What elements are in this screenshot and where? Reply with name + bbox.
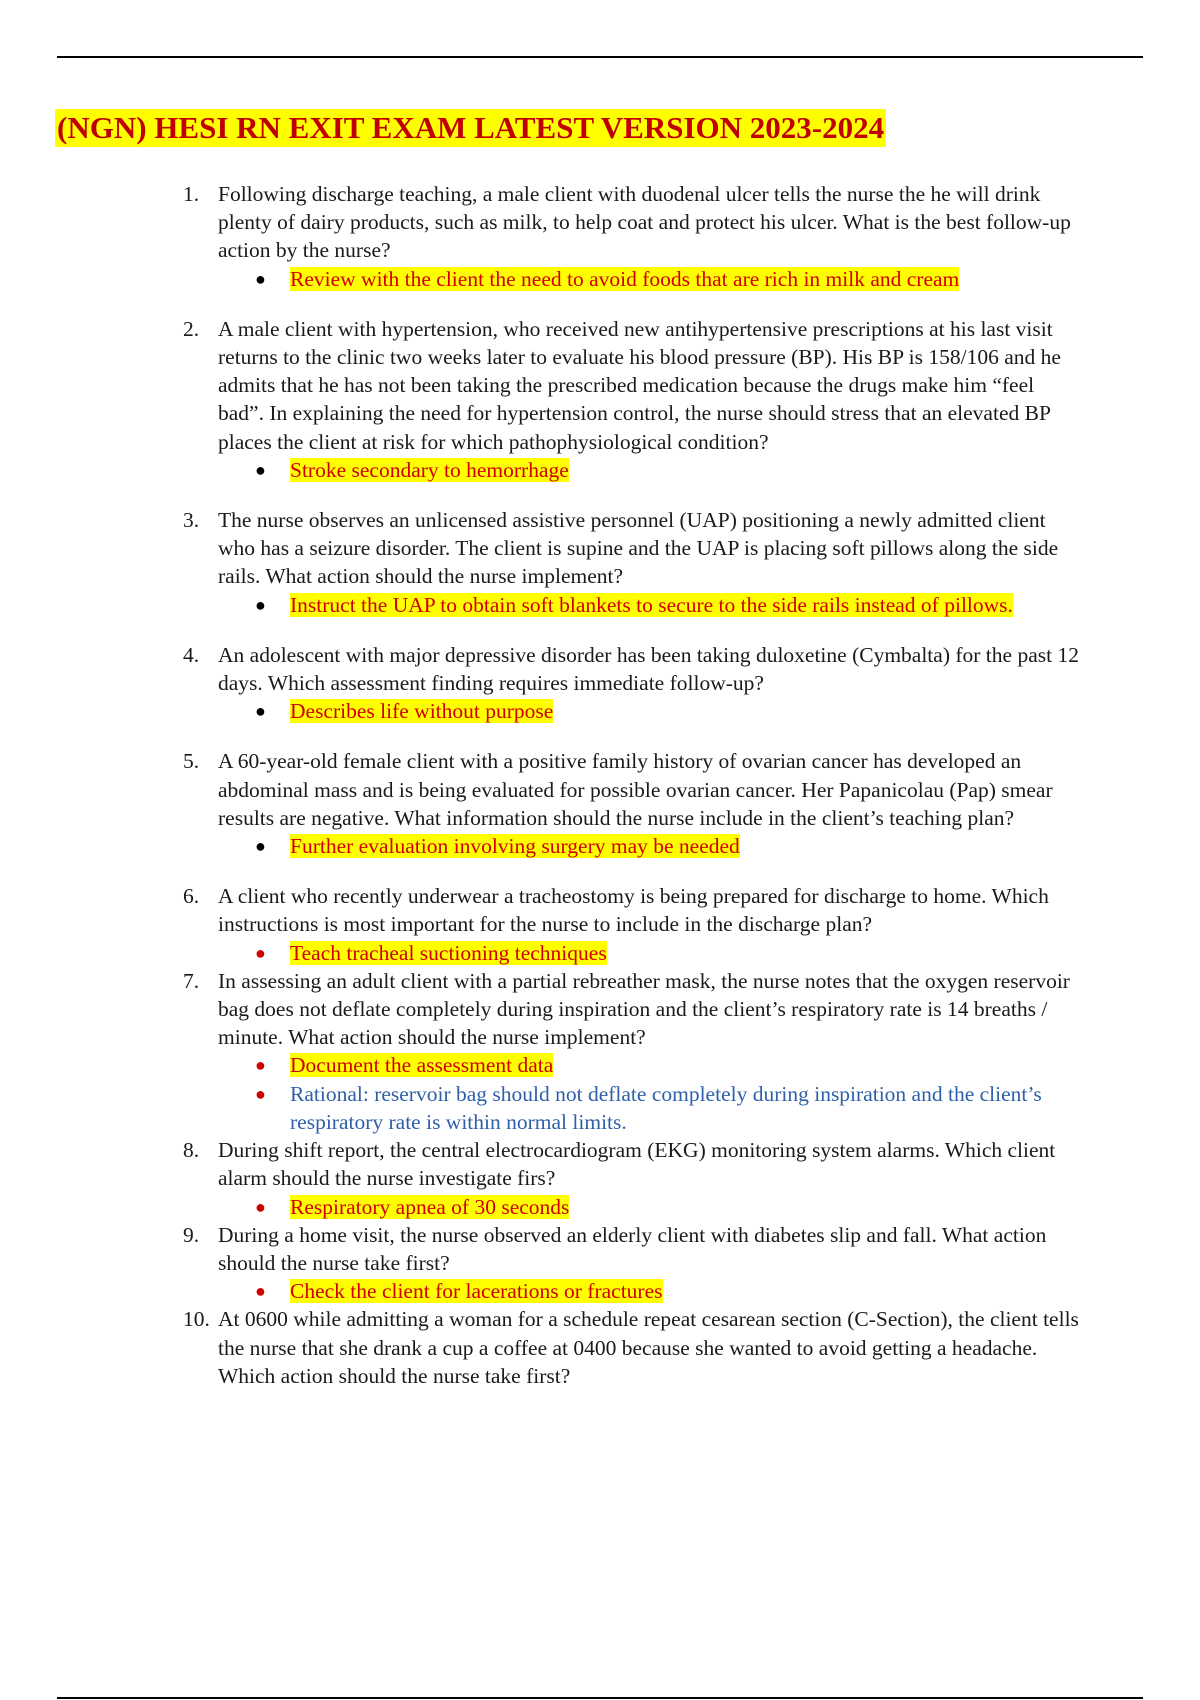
question-number: 2. <box>183 316 200 341</box>
answer-item <box>218 591 1083 619</box>
answer-text: Respiratory apnea of 30 seconds <box>290 1194 570 1219</box>
bullet-icon: ● <box>255 836 266 857</box>
answer-text: Document the assessment data <box>290 1053 554 1078</box>
question-text: During a home visit, the nurse observed an elderly client with diabetes slip and fall. What action should the nurse take first? <box>218 1222 1047 1275</box>
bullet-icon: ● <box>255 594 266 615</box>
question-item <box>183 1305 1083 1390</box>
bullet-icon: ● <box>255 1196 266 1217</box>
bullet-icon: ● <box>255 942 266 963</box>
question-item <box>183 506 1083 619</box>
answer-item <box>218 265 1083 293</box>
rationale-text: Rational: reservoir bag should not deflate completely during inspiration and the client’s respiratory rate is within normal limits. <box>290 1081 1042 1134</box>
bullet-icon: ● <box>255 1055 266 1076</box>
question-item <box>183 641 1083 726</box>
question-number: 3. <box>183 508 200 533</box>
rationale-item <box>218 1080 1083 1136</box>
bullet-icon: ● <box>255 1083 266 1104</box>
question-text: At 0600 while admitting a woman for a schedule repeat cesarean section (C-Section), the client tells the nurse that she drank a cup a coffee at 0400 because she wanted to avoid getting a headache. Which action should the nurse take first? <box>218 1307 1079 1388</box>
question-number: 10. <box>183 1307 210 1332</box>
answer-item <box>218 939 1083 967</box>
question-text: Following discharge teaching, a male client with duodenal ulcer tells the nurse the he will drink plenty of dairy products, such as milk, to help coat and protect his ulcer. What is the best follow-up action by the nurse? <box>218 182 1071 263</box>
answer-list <box>218 697 1083 725</box>
answer-list <box>218 832 1083 860</box>
question-number: 6. <box>183 884 200 909</box>
question-number: 1. <box>183 182 200 206</box>
question-item <box>183 180 1083 293</box>
header-rule <box>57 56 1143 58</box>
bullet-icon: ● <box>255 701 266 722</box>
question-text: A client who recently underwear a tracheostomy is being prepared for discharge to home. Which instructions is most important for the nurse to include in the discharge plan? <box>218 884 1049 937</box>
question-item <box>183 967 1083 1136</box>
question-text: In assessing an adult client with a partial rebreather mask, the nurse notes that the oxygen reservoir bag does not deflate completely during inspiration and the client’s respiratory rate is 14 breaths / minute. What action should the nurse implement? <box>218 968 1070 1050</box>
question-number: 5. <box>183 749 200 774</box>
footer-rule <box>57 1697 1143 1699</box>
question-item <box>183 1221 1083 1306</box>
question-number: 4. <box>183 642 200 667</box>
answer-text: Review with the client the need to avoid foods that are rich in milk and cream <box>290 266 960 291</box>
answer-list <box>218 1193 1083 1221</box>
answer-text: Check the client for lacerations or fractures <box>290 1279 663 1304</box>
question-text: An adolescent with major depressive disorder has been taking duloxetine (Cymbalta) for the past 12 days. Which assessment finding requires immediate follow-up? <box>218 642 1079 696</box>
bullet-icon: ● <box>255 1281 266 1302</box>
question-number: 7. <box>183 968 200 993</box>
bullet-icon: ● <box>255 459 266 480</box>
answer-list <box>218 265 1083 293</box>
question-text: A male client with hypertension, who received new antihypertensive prescriptions at his last visit returns to the clinic two weeks later to evaluate his blood pressure (BP). His BP is 158/106 and he admits that he has not been taking the prescribed medication because the drugs make him “feel bad”. In explaining the need for hypertension control, the nurse should stress that an elevated BP places the client at risk for which pathophysiological condition? <box>218 316 1061 454</box>
question-text: A 60-year-old female client with a positive family history of ovarian cancer has developed an abdominal mass and is being evaluated for possible ovarian cancer. Her Papanicolau (Pap) smear results are negative. What information should the nurse include in the client’s teaching plan? <box>218 749 1053 830</box>
question-item <box>183 882 1083 967</box>
answer-text: Describes life without purpose <box>290 699 554 724</box>
answer-text: Stroke secondary to hemorrhage <box>290 457 569 482</box>
answer-item <box>218 1051 1083 1079</box>
answer-item <box>218 1193 1083 1221</box>
answer-list <box>218 591 1083 619</box>
answer-text: Instruct the UAP to obtain soft blankets to secure to the side rails instead of pillows. <box>290 592 1013 617</box>
answer-item <box>218 456 1083 484</box>
answer-list <box>218 1051 1083 1136</box>
question-item <box>183 315 1083 484</box>
answer-item <box>218 1277 1083 1305</box>
question-text: During shift report, the central electrocardiogram (EKG) monitoring system alarms. Which client alarm should the nurse investigate firs? <box>218 1138 1056 1191</box>
document-title: (NGN) HESI RN EXIT EXAM LATEST VERSION 2023-2024 <box>57 110 885 145</box>
bullet-icon: ● <box>255 268 266 289</box>
answer-list <box>218 456 1083 484</box>
question-text: The nurse observes an unlicensed assistive personnel (UAP) positioning a newly admitted client who has a seizure disorder. The client is supine and the UAP is placing soft pillows along the side rails. What action should the nurse implement? <box>218 508 1059 589</box>
answer-text: Teach tracheal suctioning techniques <box>290 940 607 965</box>
question-list <box>183 180 1083 1390</box>
question-number: 8. <box>183 1138 200 1163</box>
answer-item <box>218 832 1083 860</box>
question-item <box>183 1136 1083 1221</box>
question-item <box>183 747 1083 860</box>
question-number: 9. <box>183 1222 200 1247</box>
answer-list <box>218 1277 1083 1305</box>
answer-list <box>218 939 1083 967</box>
answer-text: Further evaluation involving surgery may be needed <box>290 834 740 859</box>
answer-item <box>218 697 1083 725</box>
